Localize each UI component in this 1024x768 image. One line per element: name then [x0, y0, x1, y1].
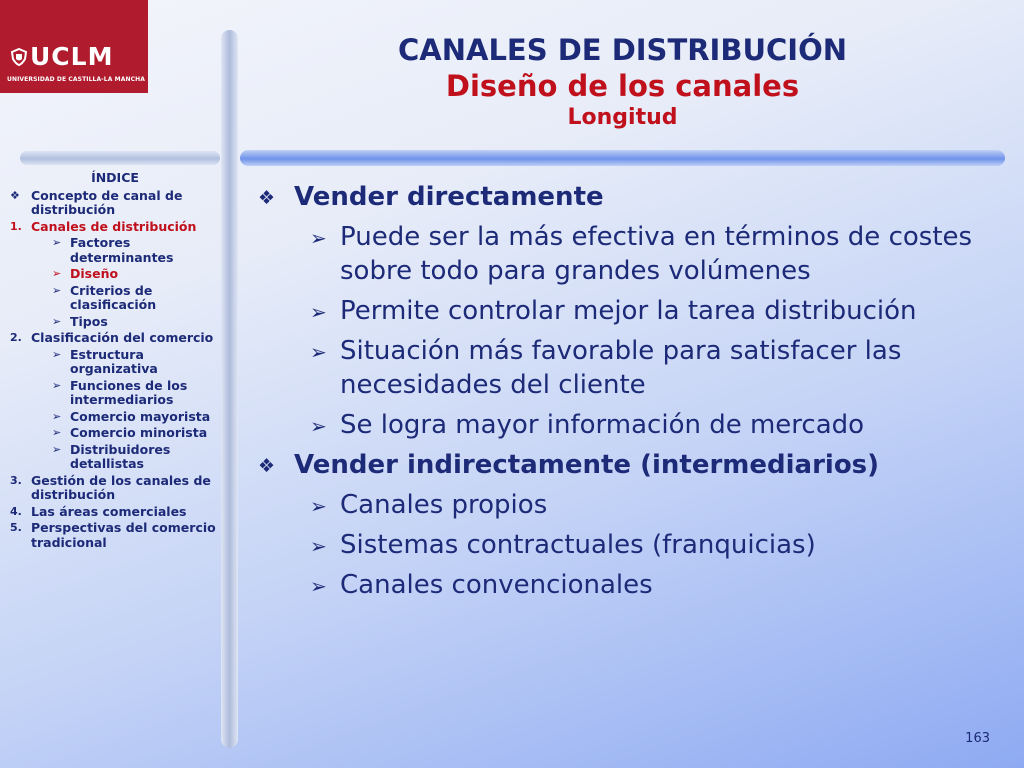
- diamond-bullet-icon: ❖: [258, 187, 276, 209]
- arrow-bullet-icon: ➢: [310, 226, 327, 250]
- index-list: [9, 189, 221, 551]
- index-item-label: Clasificación del comercio: [31, 330, 214, 345]
- uclm-shield-icon: [10, 48, 28, 66]
- index-number: 3.: [10, 473, 22, 487]
- index-item[interactable]: [9, 220, 221, 235]
- arrow-bullet-icon: ➢: [310, 300, 327, 324]
- index-number: 2.: [10, 331, 22, 344]
- arrow-bullet-icon: ➢: [52, 236, 62, 249]
- decorative-horizontal-bar-right: [240, 150, 1005, 166]
- slide-title: CANALES DE DISTRIBUCIÓN: [398, 33, 847, 67]
- index-item-label: Concepto de canal de distribución: [31, 187, 183, 217]
- bullet-text: Canales convencionales: [340, 570, 653, 600]
- arrow-bullet-icon: ➢: [52, 442, 62, 456]
- logo-subtitle: UNIVERSIDAD DE CASTILLA-LA MANCHA: [7, 76, 145, 83]
- sub-bullet: [258, 408, 998, 442]
- sub-bullet: [258, 488, 998, 522]
- index-item-label: Perspectivas del comercio tradicional: [31, 520, 216, 550]
- arrow-bullet-icon: ➢: [310, 414, 327, 438]
- diamond-bullet-icon: ❖: [10, 188, 20, 202]
- index-item[interactable]: [9, 505, 221, 520]
- index-number: 5.: [10, 521, 22, 534]
- sub-bullet: [258, 528, 998, 562]
- bullet-text: Permite controlar mejor la tarea distribución: [340, 296, 917, 326]
- index-item-label: Distribuidores detallistas: [70, 441, 171, 471]
- sub-bullet: [258, 294, 998, 328]
- bullet-text: Vender indirectamente (intermediarios): [294, 450, 880, 480]
- index-item[interactable]: [9, 474, 221, 503]
- index-item[interactable]: [9, 348, 221, 377]
- index-item-label: Factores determinantes: [70, 235, 174, 265]
- arrow-bullet-icon: ➢: [52, 409, 62, 423]
- main-bullet: [258, 448, 998, 482]
- index-item[interactable]: [9, 236, 221, 265]
- index-item[interactable]: [9, 284, 221, 313]
- arrow-bullet-icon: ➢: [310, 340, 327, 364]
- bullet-text: Sistemas contractuales (franquicias): [340, 530, 816, 560]
- decorative-vertical-bar: [221, 30, 238, 748]
- index-item[interactable]: [9, 521, 221, 550]
- index-title: ÍNDICE: [91, 170, 139, 185]
- logo-name: UCLM: [30, 42, 114, 71]
- index-item-label: Gestión de los canales de distribución: [31, 472, 211, 502]
- sub-bullet: [258, 568, 998, 602]
- index-item[interactable]: [9, 189, 221, 218]
- index-item-label: Comercio minorista: [70, 425, 208, 440]
- arrow-bullet-icon: ➢: [52, 283, 62, 297]
- index-item[interactable]: [9, 379, 221, 408]
- index-item[interactable]: [9, 331, 221, 346]
- slide-content: [258, 180, 998, 608]
- index-item[interactable]: [9, 315, 221, 330]
- bullet-text: Vender directamente: [294, 182, 604, 212]
- page-number: 163: [965, 731, 990, 746]
- decorative-horizontal-bar-left: [20, 151, 220, 165]
- index-number: 1.: [10, 219, 22, 233]
- index-item-label: Funciones de los intermediarios: [70, 377, 188, 407]
- index-item-label: Diseño: [70, 266, 119, 281]
- bullet-text: Se logra mayor información de mercado: [340, 410, 865, 440]
- bullet-text: Situación más favorable para satisfacer las necesidades del cliente: [340, 336, 902, 400]
- index-number: 4.: [10, 504, 22, 518]
- index-item[interactable]: [9, 426, 221, 441]
- slide-subsubtitle: Longitud: [567, 105, 678, 130]
- arrow-bullet-icon: ➢: [310, 494, 327, 518]
- index-item-label: Las áreas comerciales: [31, 503, 187, 519]
- arrow-bullet-icon: ➢: [52, 267, 62, 280]
- arrow-bullet-icon: ➢: [310, 534, 327, 558]
- uclm-logo: [0, 0, 148, 93]
- arrow-bullet-icon: ➢: [52, 426, 62, 439]
- bullet-text: Canales propios: [340, 490, 548, 520]
- index-sidebar: [9, 171, 221, 552]
- index-item-label: Comercio mayorista: [70, 408, 211, 424]
- index-item[interactable]: [9, 267, 221, 282]
- diamond-bullet-icon: ❖: [258, 455, 276, 477]
- index-item[interactable]: [9, 410, 221, 425]
- arrow-bullet-icon: ➢: [52, 378, 62, 392]
- slide-header: [240, 32, 1005, 132]
- bullet-text: Puede ser la más efectiva en términos de costes sobre todo para grandes volúmenes: [340, 222, 973, 286]
- index-item-label: Tipos: [70, 313, 108, 329]
- index-item-label: Criterios de clasificación: [70, 282, 157, 312]
- sub-bullet: [258, 334, 998, 402]
- sub-bullet: [258, 220, 998, 288]
- index-item[interactable]: [9, 443, 221, 472]
- arrow-bullet-icon: ➢: [52, 347, 62, 361]
- main-bullet: [258, 180, 998, 214]
- arrow-bullet-icon: ➢: [52, 314, 62, 328]
- arrow-bullet-icon: ➢: [310, 574, 327, 598]
- index-item-label: Canales de distribución: [31, 218, 197, 234]
- slide-subtitle: Diseño de los canales: [445, 69, 800, 103]
- index-item-label: Estructura organizativa: [70, 346, 158, 376]
